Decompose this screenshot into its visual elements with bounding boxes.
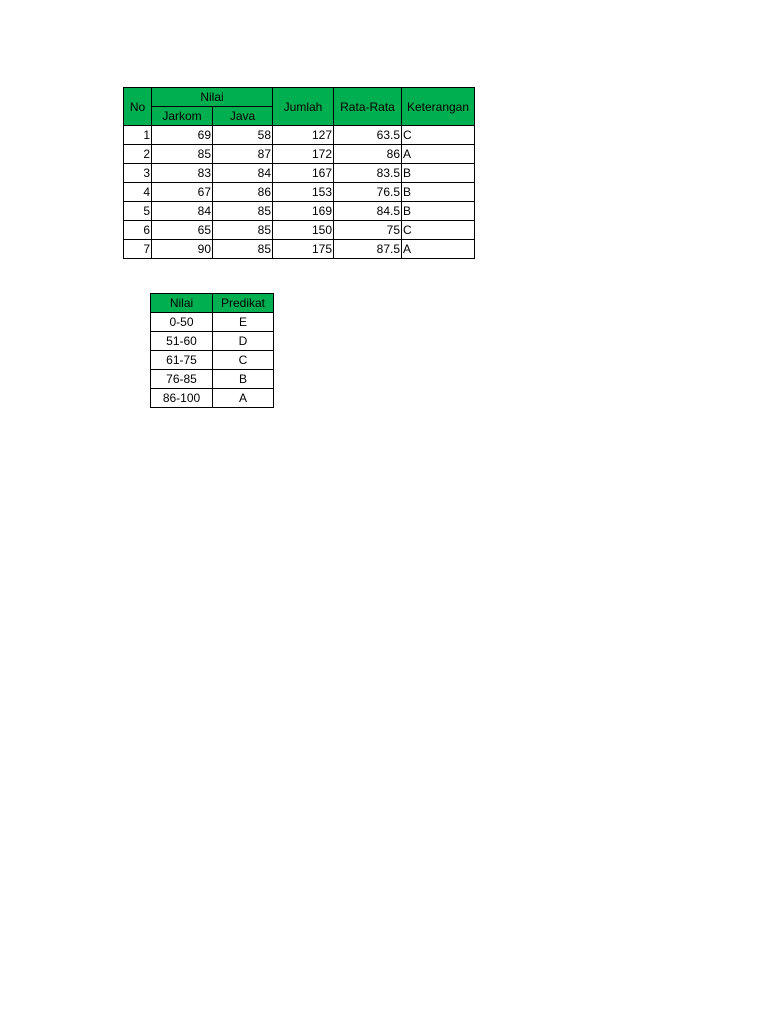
- cell-nilai-range: 76-85: [151, 370, 213, 389]
- cell-jumlah: 169: [273, 202, 334, 221]
- cell-rata-rata: 87.5: [334, 240, 402, 259]
- cell-keterangan: C: [402, 126, 475, 145]
- cell-jarkom: 85: [152, 145, 213, 164]
- cell-nilai-range: 86-100: [151, 389, 213, 408]
- cell-predikat: D: [213, 332, 274, 351]
- cell-jarkom: 84: [152, 202, 213, 221]
- cell-java: 85: [213, 202, 273, 221]
- cell-no: 2: [124, 145, 152, 164]
- table-row: [124, 221, 475, 240]
- header-no: No: [124, 88, 152, 126]
- cell-keterangan: B: [402, 164, 475, 183]
- cell-java: 84: [213, 164, 273, 183]
- cell-predikat: B: [213, 370, 274, 389]
- header-java: Java: [213, 107, 273, 126]
- cell-predikat: A: [213, 389, 274, 408]
- cell-predikat: C: [213, 351, 274, 370]
- table-row: [151, 370, 274, 389]
- cell-jarkom: 90: [152, 240, 213, 259]
- table-row: [151, 313, 274, 332]
- cell-java: 86: [213, 183, 273, 202]
- cell-java: 85: [213, 221, 273, 240]
- table-row: [124, 145, 475, 164]
- cell-keterangan: A: [402, 145, 475, 164]
- cell-rata-rata: 86: [334, 145, 402, 164]
- cell-no: 3: [124, 164, 152, 183]
- table-row: [124, 202, 475, 221]
- cell-predikat: E: [213, 313, 274, 332]
- cell-keterangan: C: [402, 221, 475, 240]
- cell-rata-rata: 84.5: [334, 202, 402, 221]
- cell-rata-rata: 83.5: [334, 164, 402, 183]
- cell-java: 87: [213, 145, 273, 164]
- cell-no: 1: [124, 126, 152, 145]
- cell-jarkom: 83: [152, 164, 213, 183]
- header-nilai: Nilai: [152, 88, 273, 107]
- header-jumlah: Jumlah: [273, 88, 334, 126]
- cell-java: 58: [213, 126, 273, 145]
- cell-keterangan: B: [402, 183, 475, 202]
- cell-nilai-range: 0-50: [151, 313, 213, 332]
- cell-jarkom: 65: [152, 221, 213, 240]
- table-row: [151, 351, 274, 370]
- table-row: [124, 164, 475, 183]
- cell-no: 6: [124, 221, 152, 240]
- header-nilai-range: Nilai: [151, 294, 213, 313]
- header-jarkom: Jarkom: [152, 107, 213, 126]
- cell-nilai-range: 51-60: [151, 332, 213, 351]
- cell-jumlah: 172: [273, 145, 334, 164]
- table-row: [124, 183, 475, 202]
- cell-jarkom: 69: [152, 126, 213, 145]
- grade-table: [150, 293, 274, 408]
- cell-rata-rata: 63.5: [334, 126, 402, 145]
- cell-no: 7: [124, 240, 152, 259]
- table-row: [124, 126, 475, 145]
- score-table: [123, 87, 475, 259]
- cell-rata-rata: 76.5: [334, 183, 402, 202]
- table-row: [124, 240, 475, 259]
- cell-java: 85: [213, 240, 273, 259]
- cell-keterangan: B: [402, 202, 475, 221]
- header-keterangan: Keterangan: [402, 88, 475, 126]
- cell-no: 5: [124, 202, 152, 221]
- cell-jumlah: 153: [273, 183, 334, 202]
- cell-no: 4: [124, 183, 152, 202]
- table-row: [151, 389, 274, 408]
- cell-jumlah: 150: [273, 221, 334, 240]
- cell-nilai-range: 61-75: [151, 351, 213, 370]
- cell-rata-rata: 75: [334, 221, 402, 240]
- header-predikat: Predikat: [213, 294, 274, 313]
- cell-jumlah: 175: [273, 240, 334, 259]
- header-rata-rata: Rata-Rata: [334, 88, 402, 126]
- cell-keterangan: A: [402, 240, 475, 259]
- cell-jumlah: 127: [273, 126, 334, 145]
- table-row: [151, 332, 274, 351]
- cell-jarkom: 67: [152, 183, 213, 202]
- cell-jumlah: 167: [273, 164, 334, 183]
